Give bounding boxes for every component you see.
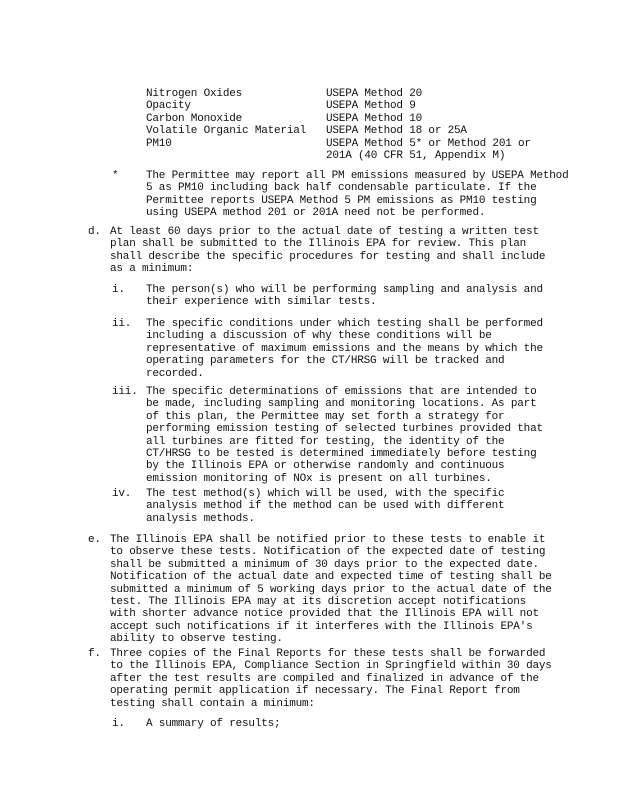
footnote [112,170,572,220]
item-text: The specific determinations of emissions that are intended to be made, including sampling and monitoring locations. As part of this plan, the Permittee may set forth a strategy for performing emission testing of selected turbines provided that all turbines are fitted for testing, the identity of the CT/HRSG to be tested is determined immediately before testing by the Illinois EPA or otherwise randomly and continuous emission monitoring of NOx is present on all turbines. [146,386,543,485]
section-text: Three copies of the Final Reports for these tests shall be forwarded to the Illinois EPA, Compliance Section in Springfield within 30 days after the test results are compiled and finalized in advance of the operating permit application if necessary. The Final Report from testing shall contain a minimum: [110,648,552,710]
pollutant-name [146,150,326,162]
table-row [146,88,566,100]
pollutant-method-table [146,88,566,162]
list-item [112,284,552,309]
list-item [112,488,552,525]
section-e [88,534,558,646]
section-label: f. [88,648,101,660]
pollutant-name: Volatile Organic Material [146,125,307,138]
test-method: USEPA Method 9 [326,100,416,113]
item-text: The person(s) who will be performing sampling and analysis and their experience with similar tests. [146,284,543,309]
footnote-text: The Permittee may report all PM emissions measured by USEPA Method 5 as PM10 including back half condensable particulate. If the Permittee reports USEPA Method 5 PM emissions as PM10 testing using USEPA method 201 or 201A need not be performed. [146,170,569,220]
test-method: 201A (40 CFR 51, Appendix M) [326,150,506,163]
test-method: USEPA Method 5* or Method 201 or [326,137,531,150]
list-item [112,318,552,380]
list-item [112,718,552,730]
item-label: ii. [112,318,132,330]
item-text: A summary of results; [146,718,281,730]
pollutant-name: Nitrogen Oxides [146,88,243,100]
test-method: USEPA Method 10 [326,112,423,125]
section-f [88,648,558,710]
section-text: At least 60 days prior to the actual date of testing a written test plan shall be submitted to the Illinois EPA for review. This plan shall describe the specific procedures for testing and shall include as a minimum: [110,226,546,276]
section-text: The Illinois EPA shall be notified prior to these tests to enable it to observe these tests. Notification of the expected date of testing shall be submitted a minimum of 30 days prior to the expected date. Notification of the actual date and expected time of testing shall be submitted a minimum of 5 working days prior to the actual date of the test. The Illinois EPA may at its discretion accept notifications with shorter advance notice provided that the Illinois EPA will not accept such notifications if it interferes with the Illinois EPA's ability to observe testing. [110,534,552,646]
item-label: i. [112,718,125,730]
item-text: The test method(s) which will be used, with the specific analysis method if the method can be used with different analysis methods. [146,488,505,525]
table-row [146,150,566,162]
footnote-marker: * [112,170,119,182]
table-row [146,138,566,150]
table-row [146,100,566,112]
pollutant-name: PM10 [146,137,172,150]
list-item [112,386,552,485]
section-d [88,226,558,276]
item-label: iv. [112,488,132,500]
pollutant-name: Opacity [146,100,191,113]
item-label: i. [112,284,125,296]
test-method: USEPA Method 18 or 25A [326,125,467,138]
table-row [146,113,566,125]
item-text: The specific conditions under which testing shall be performed including a discussion of why these conditions will be representative of maximum emissions and the means by which the operating parameters for the CT/HRSG will be tracked and recorded. [146,318,543,380]
item-label: iii. [112,386,138,398]
section-label: d. [88,226,101,238]
test-method: USEPA Method 20 [326,88,423,100]
table-row [146,125,566,137]
section-label: e. [88,534,101,546]
pollutant-name: Carbon Monoxide [146,112,243,125]
